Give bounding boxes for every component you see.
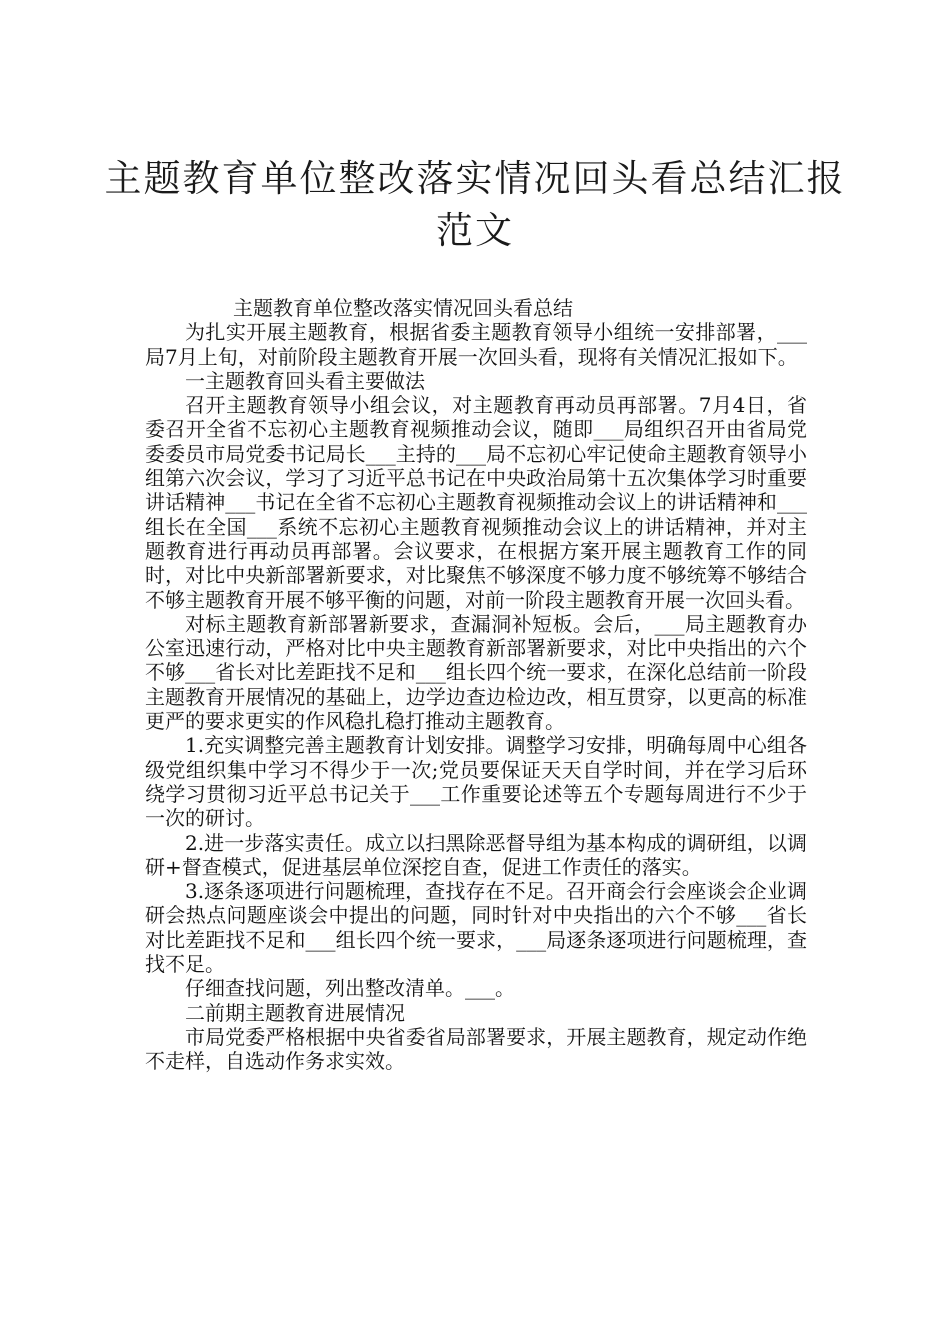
paragraph: 召开主题教育领导小组会议，对主题教育再动员再部署。7月4日，省委召开全省不忘初心主题教育视频推动会议，随即___局组织召开由省局党委委员市局党委书记局长___主持的___局不忘初心牢记使命主题教育领导小组第六次会议，学习了习近平总书记在中央政治局第十五次集体学习时重要讲话精神___书记在全省不忘初心主题教育视频推动会议上的讲话精神和___组长在全国___系统不忘初心主题教育视频推动会议上的讲话精神，并对主题教育进行再动员再部署。会议要求，在根据方案开展主题教育工作的同时，对比中央新部署新要求，对比聚焦不够深度不够力度不够统筹不够结合不够主题教育开展不够平衡的问题，对前一阶段主题教育开展一次回头看。 xyxy=(145,393,807,612)
document-subtitle: 主题教育单位整改落实情况回头看总结 xyxy=(233,296,573,320)
paragraph-intro: 为扎实开展主题教育，根据省委主题教育领导小组统一安排部署，___局7月上旬，对前阶段主题教育开展一次回头看，现将有关情况汇报如下。 xyxy=(145,320,807,369)
list-item: 2.进一步落实责任。成立以扫黑除恶督导组为基本构成的调研组，以调研+督查模式，促进基层单位深挖自查，促进工作责任的落实。 xyxy=(145,830,807,879)
paragraph: 仔细查找问题，列出整改清单。___。 xyxy=(185,976,515,1001)
list-item: 3.逐条逐项进行问题梳理，查找存在不足。召开商会行会座谈会企业调研会热点问题座谈会中提出的问题，同时针对中央指出的六个不够___省长对比差距找不足和___组长四个统一要求，___局逐条逐项进行问题梳理，查找不足。 xyxy=(145,879,807,977)
section-heading-2: 二前期主题教育进展情况 xyxy=(185,1000,405,1025)
paragraph: 对标主题教育新部署新要求，查漏洞补短板。会后，___局主题教育办公室迅速行动，严格对比中央主题教育新部署新要求，对比中央指出的六个不够___省长对比差距找不足和___组长四个统一要求，在深化总结前一阶段主题教育开展情况的基础上，边学边查边检边改，相互贯穿，以更高的标准更严的要求更实的作风稳扎稳打推动主题教育。 xyxy=(145,611,807,734)
document-body xyxy=(145,296,807,1074)
document-title: 主题教育单位整改落实情况回头看总结汇报范文 xyxy=(104,156,846,252)
section-heading-1: 一主题教育回头看主要做法 xyxy=(185,368,425,393)
paragraph: 市局党委严格根据中央省委省局部署要求，开展主题教育，规定动作绝不走样，自选动作务求实效。 xyxy=(145,1024,807,1074)
list-item: 1.充实调整完善主题教育计划安排。调整学习安排，明确每周中心组各级党组织集中学习不得少于一次;党员要保证天天自学时间，并在学习后环绕学习贯彻习近平总书记关于___工作重要论述等五个专题每周进行不少于一次的研讨。 xyxy=(145,733,807,831)
